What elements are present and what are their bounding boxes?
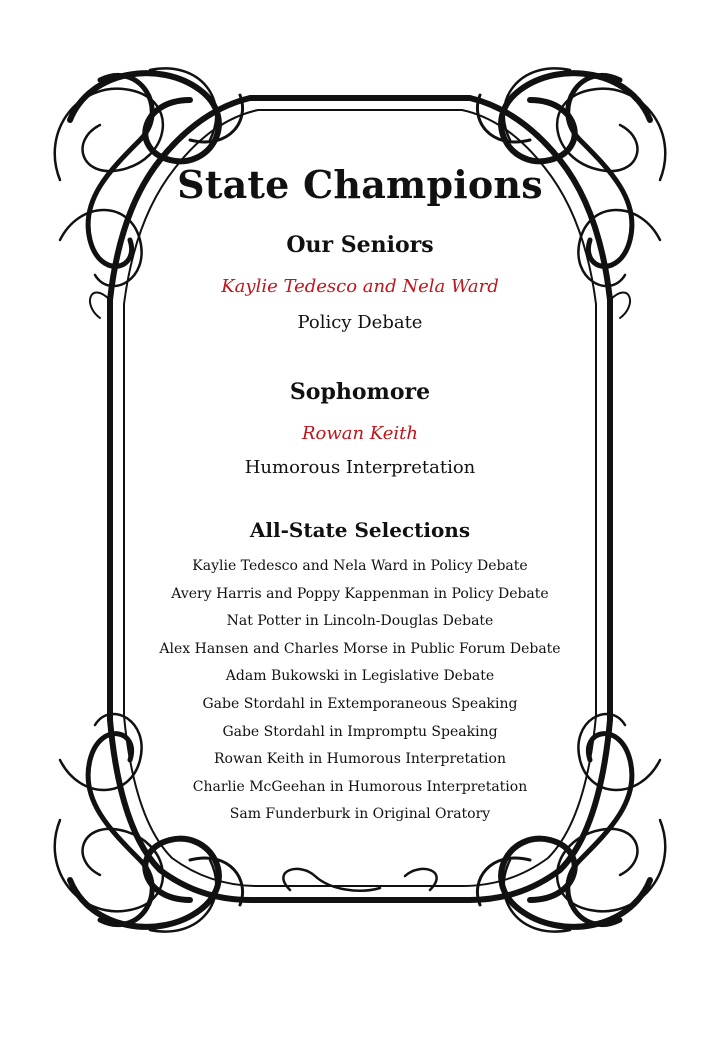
- list-item: Kaylie Tedesco and Nela Ward in Policy Debate: [192, 558, 528, 574]
- seniors-names: Kaylie Tedesco and Nela Ward: [221, 276, 499, 297]
- seniors-event: Policy Debate: [297, 312, 423, 333]
- list-item: Gabe Stordahl in Extemporaneous Speaking: [202, 695, 518, 712]
- sophomore-heading: Sophomore: [289, 379, 431, 405]
- seniors-heading: Our Seniors: [286, 232, 434, 258]
- all-state-list: [0, 556, 720, 832]
- sophomore-names: Rowan Keith: [301, 423, 419, 444]
- list-item: Rowan Keith in Humorous Interpretation: [214, 751, 506, 768]
- list-item: Nat Potter in Lincoln-Douglas Debate: [226, 613, 494, 630]
- list-item: Alex Hansen and Charles Morse in Public Forum Debate: [159, 640, 561, 657]
- list-item: Charlie McGeehan in Humorous Interpretation: [192, 778, 528, 795]
- all-state-heading: All-State Selections: [249, 518, 471, 542]
- list-item: Gabe Stordahl in Impromptu Speaking: [222, 723, 498, 740]
- page-title: State Champions: [177, 162, 543, 207]
- list-item: Avery Harris and Poppy Kappenman in Policy Debate: [171, 585, 549, 602]
- sophomore-event: Humorous Interpretation: [244, 457, 476, 478]
- flourish-bottom-center-left: [283, 869, 380, 891]
- list-item: Sam Funderburk in Original Oratory: [229, 806, 491, 823]
- list-item: Adam Bukowski in Legislative Debate: [225, 668, 495, 685]
